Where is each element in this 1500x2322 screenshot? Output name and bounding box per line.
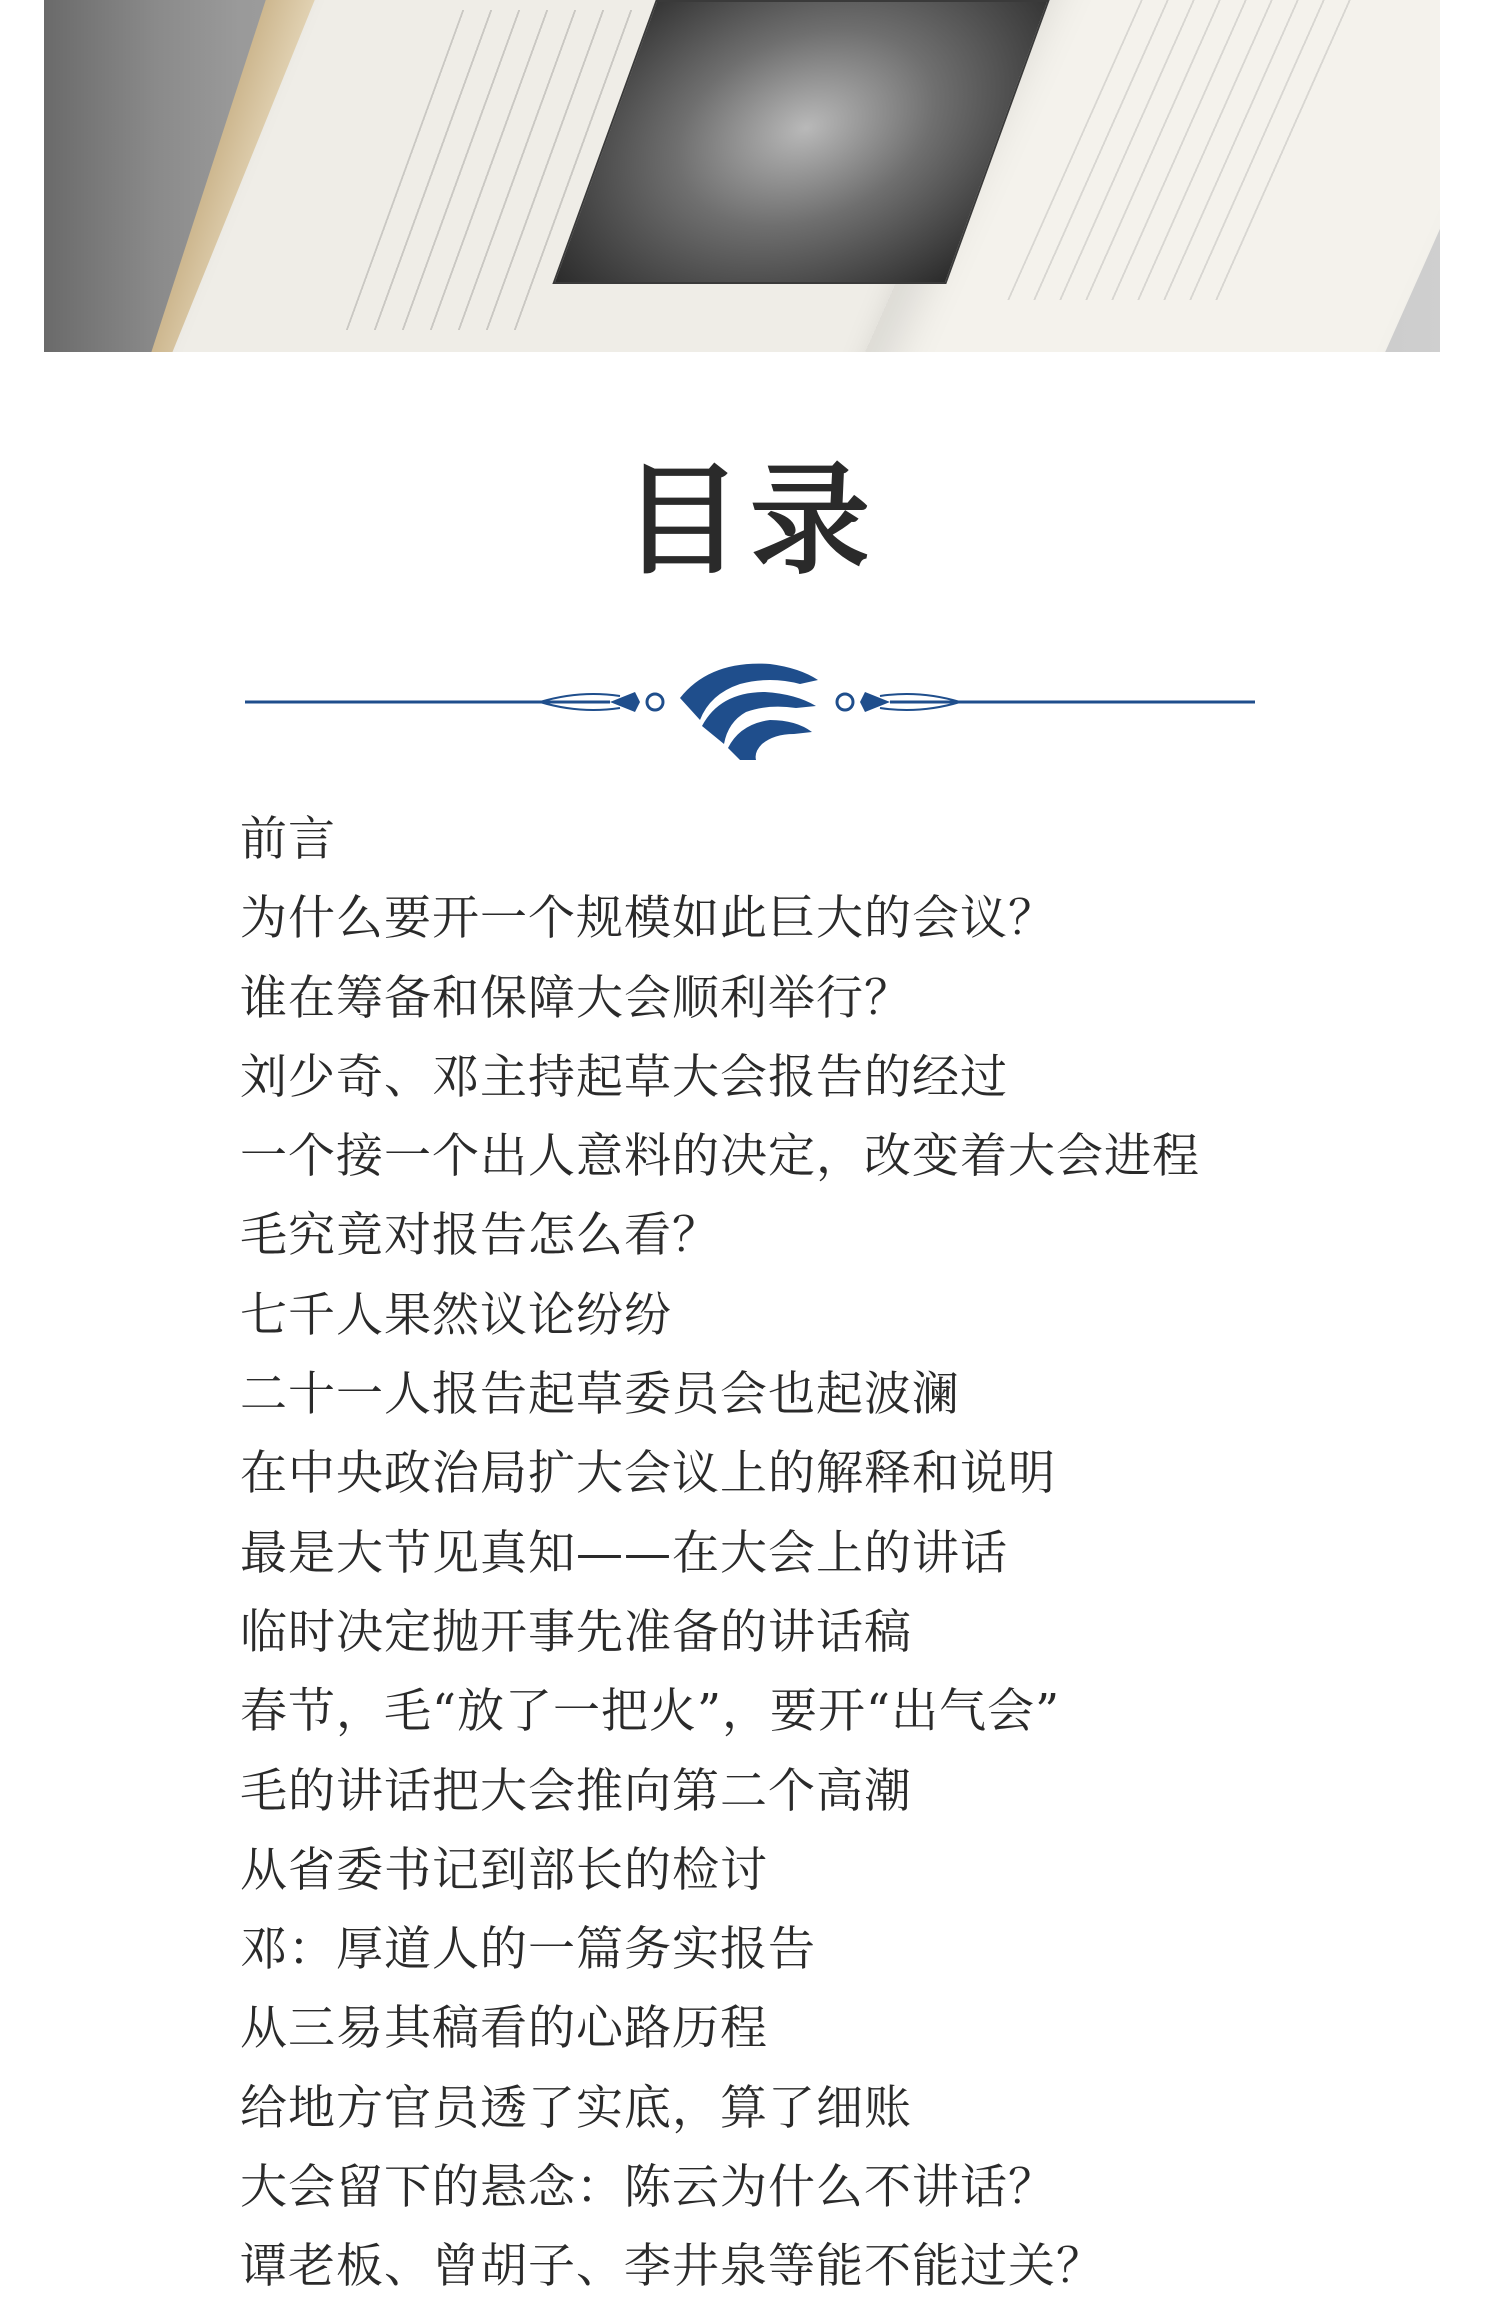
toc-item[interactable]: 在中央政治局扩大会议上的解释和说明 <box>240 1446 1056 1502</box>
toc-item[interactable]: 刘少奇、邓主持起草大会报告的经过 <box>240 1049 1008 1105</box>
toc-item[interactable]: 大会留下的悬念：陈云为什么不讲话？ <box>240 2160 1056 2216</box>
toc-item[interactable]: 二十一人报告起草委员会也起波澜 <box>240 1367 960 1423</box>
toc-item[interactable]: 从省委书记到部长的检讨 <box>240 1842 768 1898</box>
toc-item[interactable]: 临时决定抛开事先准备的讲话稿 <box>240 1604 912 1660</box>
toc-item[interactable]: 给地方官员透了实底，算了细账 <box>240 2080 912 2136</box>
toc-item[interactable]: 邓：厚道人的一篇务实报告 <box>240 1922 816 1978</box>
wave-emblem-icon <box>240 640 1260 760</box>
toc-item[interactable]: 春节，毛“放了一把火”，要开“出气会” <box>240 1684 1061 1740</box>
toc-item[interactable]: 为什么要开一个规模如此巨大的会议？ <box>240 891 1056 947</box>
toc-item[interactable]: 从三易其稿看的心路历程 <box>240 2001 768 2057</box>
toc-item[interactable]: 毛究竟对报告怎么看？ <box>240 1208 720 1264</box>
toc-item[interactable]: 毛的讲话把大会推向第二个高潮 <box>240 1763 912 1819</box>
hero-book-photo <box>44 0 1440 352</box>
toc-item[interactable]: 一个接一个出人意料的决定，改变着大会进程 <box>240 1129 1200 1185</box>
toc-item[interactable]: 最是大节见真知——在大会上的讲话 <box>240 1525 1008 1581</box>
toc-item[interactable]: 谭老板、曾胡子、李井泉等能不能过关？ <box>240 2239 1104 2295</box>
toc-item[interactable]: 谁在筹备和保障大会顺利举行？ <box>240 970 912 1026</box>
toc-item[interactable]: 七千人果然议论纷纷 <box>240 1287 672 1343</box>
toc-item[interactable]: 前言 <box>240 812 336 867</box>
page-title: 目录 <box>622 452 878 591</box>
toc-list <box>240 800 1340 2307</box>
